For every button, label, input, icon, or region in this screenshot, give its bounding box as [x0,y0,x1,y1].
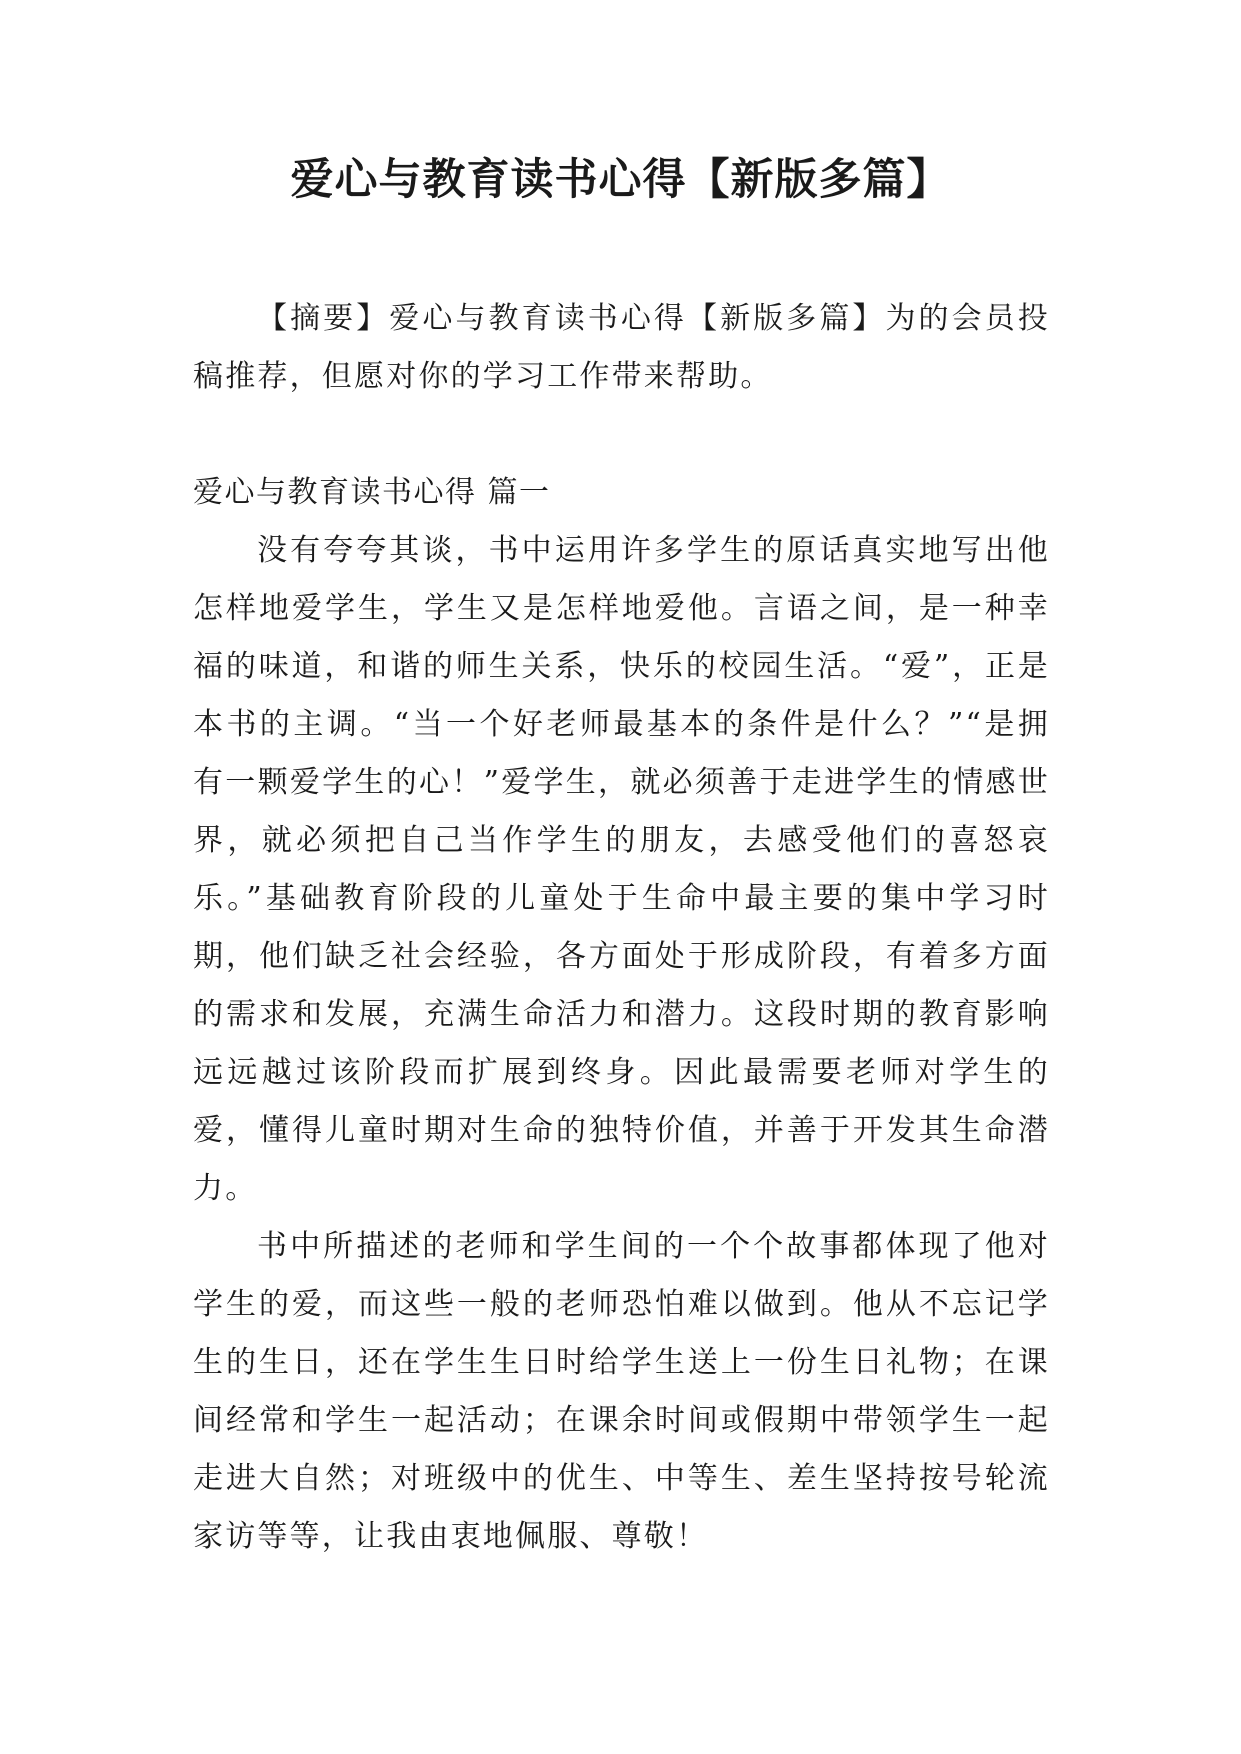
body-paragraph-2: 书中所描述的老师和学生间的一个个故事都体现了他对学生的爱，而这些一般的老师恐怕难以做到。他从不忘记学生的生日，还在学生生日时给学生送上一份生日礼物；在课间经常和学生一起活动；在课余时间或假期中带领学生一起走进大自然；对班级中的优生、中等生、差生坚持按号轮流家访等等，让我由衷地佩服、尊敬！ [193,1229,1050,1554]
abstract-paragraph: 【摘要】爱心与教育读书心得【新版多篇】为的会员投稿推荐，但愿对你的学习工作带来帮助。 [193,301,1050,394]
section-heading: 爱心与教育读书心得 篇一 [193,475,551,510]
document-title: 爱心与教育读书心得【新版多篇】 [290,155,951,205]
body-paragraph-1: 没有夸夸其谈，书中运用许多学生的原话真实地写出他怎样地爱学生，学生又是怎样地爱他。言语之间，是一种幸福的味道，和谐的师生关系，快乐的校园生活。“爱”，正是本书的主调。“当一个好老师最基本的条件是什么？”“是拥有一颗爱学生的心！”爱学生，就必须善于走进学生的情感世界，就必须把自己当作学生的朋友，去感受他们的喜怒哀乐。”基础教育阶段的儿童处于生命中最主要的集中学习时期，他们缺乏社会经验，各方面处于形成阶段，有着多方面的需求和发展，充满生命活力和潜力。这段时期的教育影响远远越过该阶段而扩展到终身。因此最需要老师对学生的爱，懂得儿童时期对生命的独特价值，并善于开发其生命潜力。 [193,533,1050,1206]
